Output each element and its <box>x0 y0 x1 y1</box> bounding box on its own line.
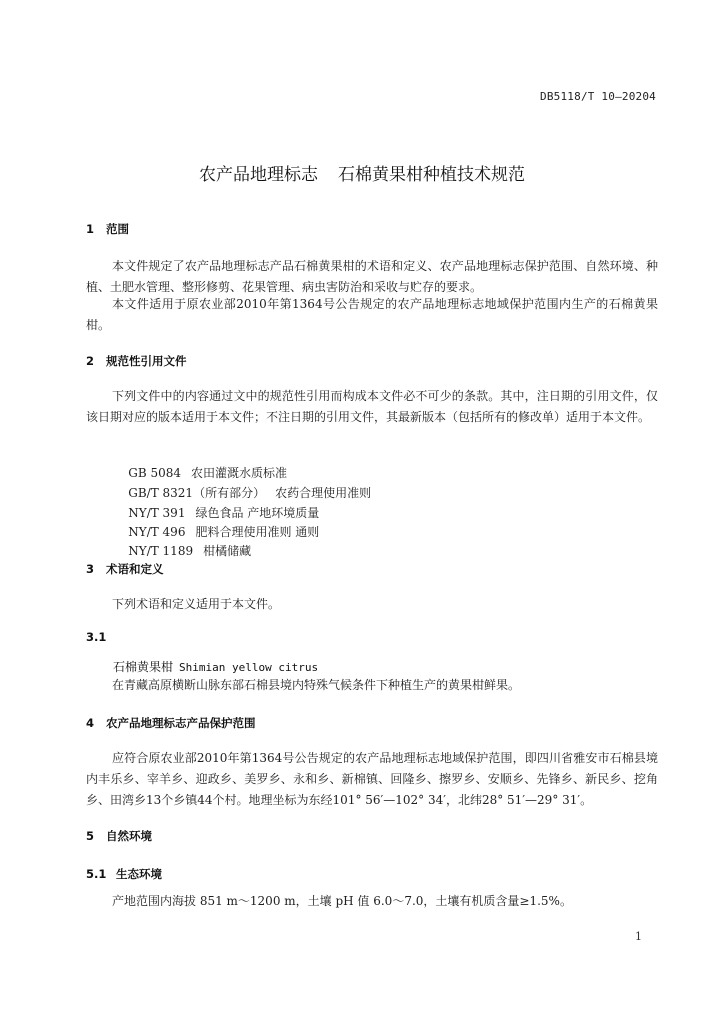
reference-code: GB 5084 <box>128 466 182 480</box>
section-1-para-1: 本文件规定了农产品地理标志产品石棉黄果柑的术语和定义、农产品地理标志保护范围、自然环境、种植、土肥水管理、整形修剪、花果管理、病虫害防治和采收与贮存的要求。 <box>86 259 658 294</box>
title-part-2: 石棉黄果柑种植技术规范 <box>338 165 525 185</box>
section-5-heading <box>86 828 152 844</box>
reference-code: NY/T 391 <box>128 506 186 520</box>
section-4-heading <box>86 715 256 731</box>
section-title: 农产品地理标志产品保护范围 <box>106 716 256 730</box>
standard-code: DB5118/T 10—20204 <box>540 90 656 103</box>
page-number: 1 <box>635 930 642 943</box>
subsection-number: 5.1 <box>86 867 107 881</box>
term-english: Shimian yellow citrus <box>179 661 319 674</box>
section-3-heading <box>86 561 164 577</box>
subsection-3-1-heading <box>86 630 116 644</box>
section-1-heading <box>86 221 129 237</box>
reference-code: GB/T 8321（所有部分） <box>128 486 266 500</box>
section-number: 4 <box>86 716 95 730</box>
section-title: 术语和定义 <box>106 562 164 576</box>
term-definition: 在青藏高原横断山脉东部石棉县境内特殊气候条件下种植生产的黄果柑鲜果。 <box>112 678 521 692</box>
section-3-para: 下列术语和定义适用于本文件。 <box>112 597 281 611</box>
reference-name: 农药合理使用准则 <box>275 486 372 500</box>
subsection-number: 3.1 <box>86 630 107 644</box>
subsection-5-1-heading <box>86 866 162 882</box>
section-4-para: 应符合原农业部2010年第1364号公告规定的农产品地理标志地域保护范围，即四川省雅安市石棉县境内丰乐乡、宰羊乡、迎政乡、美罗乡、永和乡、新棉镇、回隆乡、擦罗乡、安顺乡、先锋乡、新民乡、挖角乡、田湾乡13个乡镇44个村。地理坐标为东经101° 56′—102° 34′，北纬28° 51′—29° 31′。 <box>86 751 658 807</box>
reference-name: 柑橘储藏 <box>203 544 252 558</box>
reference-name: 绿色食品 产地环境质量 <box>195 506 320 520</box>
document-title <box>0 160 724 185</box>
reference-code: NY/T 1189 <box>128 544 194 558</box>
section-title: 自然环境 <box>106 829 152 843</box>
section-2-para: 下列文件中的内容通过文中的规范性引用而构成本文件必不可少的条款。其中，注日期的引用文件，仅该日期对应的版本适用于本文件；不注日期的引用文件，其最新版本（包括所有的修改单）适用于本文件。 <box>86 389 658 424</box>
section-title: 规范性引用文件 <box>106 354 187 368</box>
section-number: 1 <box>86 222 95 236</box>
reference-name: 肥料合理使用准则 通则 <box>195 525 320 539</box>
section-number: 5 <box>86 829 95 843</box>
section-2-heading <box>86 353 187 369</box>
title-part-1: 农产品地理标志 <box>199 165 318 185</box>
section-title: 范围 <box>106 222 129 236</box>
reference-name: 农田灌溉水质标准 <box>191 466 288 480</box>
reference-code: NY/T 496 <box>128 525 186 539</box>
section-number: 2 <box>86 354 95 368</box>
section-number: 3 <box>86 562 95 576</box>
subsection-title: 生态环境 <box>116 867 162 881</box>
section-1-para-2: 本文件适用于原农业部2010年第1364号公告规定的农产品地理标志地域保护范围内生产的石棉黄果柑。 <box>86 297 658 332</box>
term-chinese: 石棉黄果柑 <box>113 660 174 674</box>
term-entry <box>113 658 318 675</box>
subsection-5-1-para: 产地范围内海拔 851 m～1200 m，土壤 pH 值 6.0～7.0，土壤有机质含量≥1.5%。 <box>112 894 572 908</box>
